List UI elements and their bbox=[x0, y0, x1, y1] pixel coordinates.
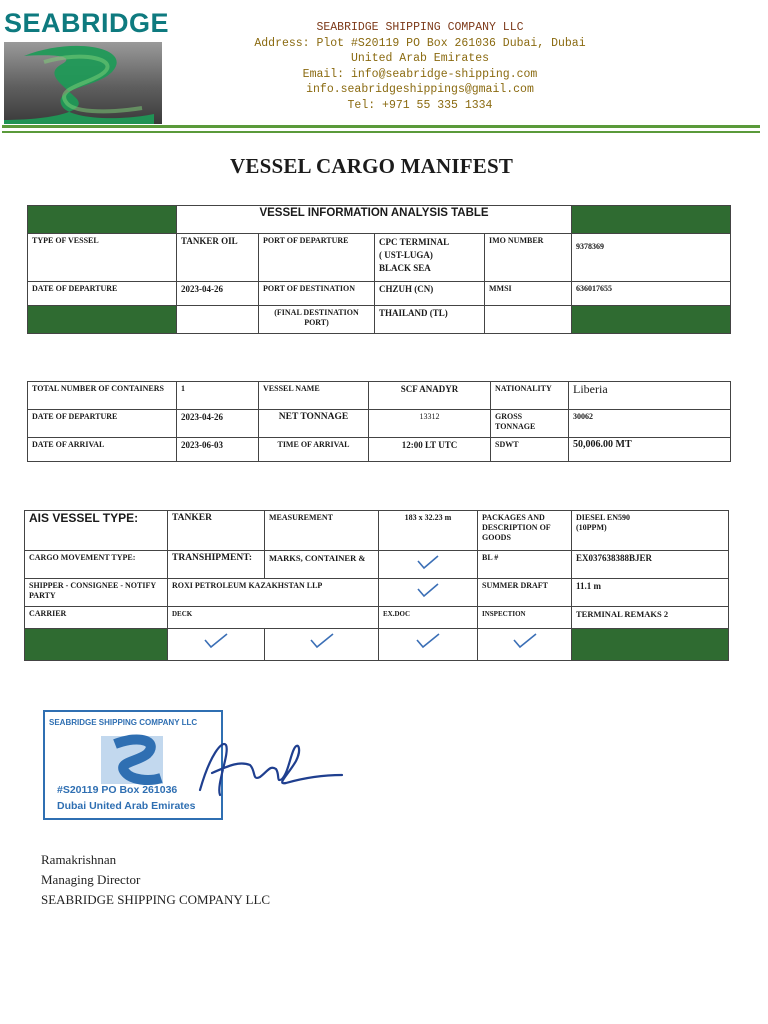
green-bar bbox=[572, 206, 731, 234]
phone-line: Tel: +971 55 335 1334 bbox=[347, 98, 493, 112]
signatory-role: Managing Director bbox=[41, 872, 141, 887]
label-sdwt: SDWT bbox=[491, 438, 569, 462]
label-summer-draft: SUMMER DRAFT bbox=[478, 579, 572, 607]
address-line: Address: Plot #S20119 PO Box 261036 Dubai, Dubai bbox=[254, 36, 586, 50]
goods-line-2: (10PPM) bbox=[576, 523, 607, 532]
label-gross-tonnage: GROSS TONNAGE bbox=[491, 410, 569, 438]
value-cargo-movement-type: TRANSHIPMENT: bbox=[168, 551, 265, 579]
checkmark-icon bbox=[201, 631, 231, 651]
logo-text: SEABRIDGE bbox=[4, 8, 170, 38]
goods-line-1: DIESEL EN590 bbox=[576, 513, 631, 522]
empty-cell bbox=[177, 306, 259, 334]
label-date-of-departure: DATE OF DEPARTURE bbox=[28, 282, 177, 306]
value-nationality: Liberia bbox=[569, 382, 731, 410]
checkmark-icon bbox=[415, 581, 441, 599]
green-bar bbox=[28, 206, 177, 234]
value-gross-tonnage: 30062 bbox=[569, 410, 731, 438]
stamp-company-name: SEABRIDGE SHIPPING COMPANY LLC bbox=[49, 718, 198, 727]
check-cell bbox=[168, 629, 265, 661]
label-port-of-destination: PORT OF DESTINATION bbox=[259, 282, 375, 306]
value-date-of-departure: 2023-04-26 bbox=[177, 410, 259, 438]
value-imo-number: 9378369 bbox=[572, 234, 731, 282]
company-logo bbox=[2, 6, 170, 118]
value-date-of-arrival: 2023-06-03 bbox=[177, 438, 259, 462]
checkmark-icon bbox=[510, 631, 540, 651]
label-imo-number: IMO NUMBER bbox=[485, 234, 572, 282]
value-mmsi: 636017655 bbox=[572, 282, 731, 306]
stamp-logo-icon bbox=[101, 732, 163, 788]
green-bar bbox=[572, 629, 729, 661]
value-total-containers: 1 bbox=[177, 382, 259, 410]
value-measurement: 183 x 32.23 m bbox=[379, 511, 478, 551]
label-final-destination: (FINAL DESTINATION PORT) bbox=[259, 306, 375, 334]
check-cell bbox=[478, 629, 572, 661]
header-divider-bottom bbox=[2, 131, 760, 133]
cargo-details-table bbox=[24, 510, 729, 661]
header-divider-top bbox=[2, 125, 760, 128]
label-carrier: CARRIER bbox=[25, 607, 168, 629]
value-port-of-departure bbox=[375, 234, 485, 282]
green-bar bbox=[28, 306, 177, 334]
value-sdwt: 50,006.00 MT bbox=[569, 438, 731, 462]
checkmark-icon bbox=[413, 631, 443, 651]
logo-s-icon bbox=[4, 42, 162, 124]
value-summer-draft: 11.1 m bbox=[572, 579, 729, 607]
check-shipper bbox=[379, 579, 478, 607]
label-ex-doc: EX.DOC bbox=[379, 607, 478, 629]
vessel-details-table bbox=[27, 381, 731, 462]
label-date-of-departure: DATE OF DEPARTURE bbox=[28, 410, 177, 438]
company-name: SEABRIDGE SHIPPING COMPANY LLC bbox=[316, 21, 524, 34]
value-packages-description bbox=[572, 511, 729, 551]
label-date-of-arrival: DATE OF ARRIVAL bbox=[28, 438, 177, 462]
check-marks-container bbox=[379, 551, 478, 579]
value-final-destination: THAILAND (TL) bbox=[375, 306, 485, 334]
value-bl-number: EX037638388BJER bbox=[572, 551, 729, 579]
email-line: Email: info@seabridge-shipping.com bbox=[302, 67, 538, 81]
checkmark-icon bbox=[307, 631, 337, 651]
check-cell bbox=[379, 629, 478, 661]
label-mmsi: MMSI bbox=[485, 282, 572, 306]
label-deck: DECK bbox=[168, 607, 379, 629]
email-alt-line: info.seabridgeshippings@gmail.com bbox=[306, 83, 534, 97]
label-shipper-consignee: SHIPPER - CONSIGNEE - NOTIFY PARTY bbox=[25, 579, 168, 607]
signature-icon bbox=[190, 735, 350, 805]
pod-line-2: ( UST-LUGA) bbox=[379, 250, 433, 260]
label-time-of-arrival: TIME OF ARRIVAL bbox=[259, 438, 369, 462]
stamp-location-line: Dubai United Arab Emirates bbox=[57, 800, 196, 812]
value-type-of-vessel: TANKER OIL bbox=[177, 234, 259, 282]
label-port-of-departure: PORT OF DEPARTURE bbox=[259, 234, 375, 282]
label-bl-number: BL # bbox=[478, 551, 572, 579]
signatory-company: SEABRIDGE SHIPPING COMPANY LLC bbox=[41, 892, 271, 907]
value-shipper-consignee: ROXI PETROLEUM KAZAKHSTAN LLP bbox=[168, 579, 379, 607]
label-cargo-movement-type: CARGO MOVEMENT TYPE: bbox=[25, 551, 168, 579]
green-bar bbox=[572, 306, 731, 334]
label-marks-container: MARKS, CONTAINER & bbox=[265, 551, 379, 579]
label-nationality: NATIONALITY bbox=[491, 382, 569, 410]
value-port-of-destination: CHZUH (CN) bbox=[375, 282, 485, 306]
label-measurement: MEASUREMENT bbox=[265, 511, 379, 551]
table-heading: VESSEL INFORMATION ANALYSIS TABLE bbox=[177, 206, 572, 234]
checkmark-icon bbox=[415, 553, 441, 571]
pod-line-1: CPC TERMINAL bbox=[379, 237, 450, 247]
value-time-of-arrival: 12:00 LT UTC bbox=[369, 438, 491, 462]
label-type-of-vessel: TYPE OF VESSEL bbox=[28, 234, 177, 282]
label-vessel-name: VESSEL NAME bbox=[259, 382, 369, 410]
green-bar bbox=[25, 629, 168, 661]
signatory-name: Ramakrishnan bbox=[41, 852, 117, 867]
label-inspection: INSPECTION bbox=[478, 607, 572, 629]
label-total-containers: TOTAL NUMBER OF CONTAINERS bbox=[28, 382, 177, 410]
value-date-of-departure: 2023-04-26 bbox=[177, 282, 259, 306]
address-country: United Arab Emirates bbox=[350, 52, 490, 66]
pod-line-3: BLACK SEA bbox=[379, 263, 431, 273]
label-net-tonnage: NET TONNAGE bbox=[259, 410, 369, 438]
label-packages-description: PACKAGES AND DESCRIPTION OF GOODS bbox=[478, 511, 572, 551]
label-ais-vessel-type: AIS VESSEL TYPE: bbox=[25, 511, 168, 551]
company-header bbox=[230, 20, 610, 114]
empty-cell bbox=[485, 306, 572, 334]
stamp-address-line: #S20119 PO Box 261036 bbox=[57, 784, 178, 796]
logo-mark bbox=[4, 42, 162, 124]
value-ais-vessel-type: TANKER bbox=[168, 511, 265, 551]
value-inspection: TERMINAL REMAKS 2 bbox=[572, 607, 729, 629]
check-cell bbox=[265, 629, 379, 661]
document-title: VESSEL CARGO MANIFEST bbox=[230, 154, 514, 178]
value-vessel-name: SCF ANADYR bbox=[369, 382, 491, 410]
value-net-tonnage: 13312 bbox=[369, 410, 491, 438]
vessel-information-table bbox=[27, 205, 731, 334]
